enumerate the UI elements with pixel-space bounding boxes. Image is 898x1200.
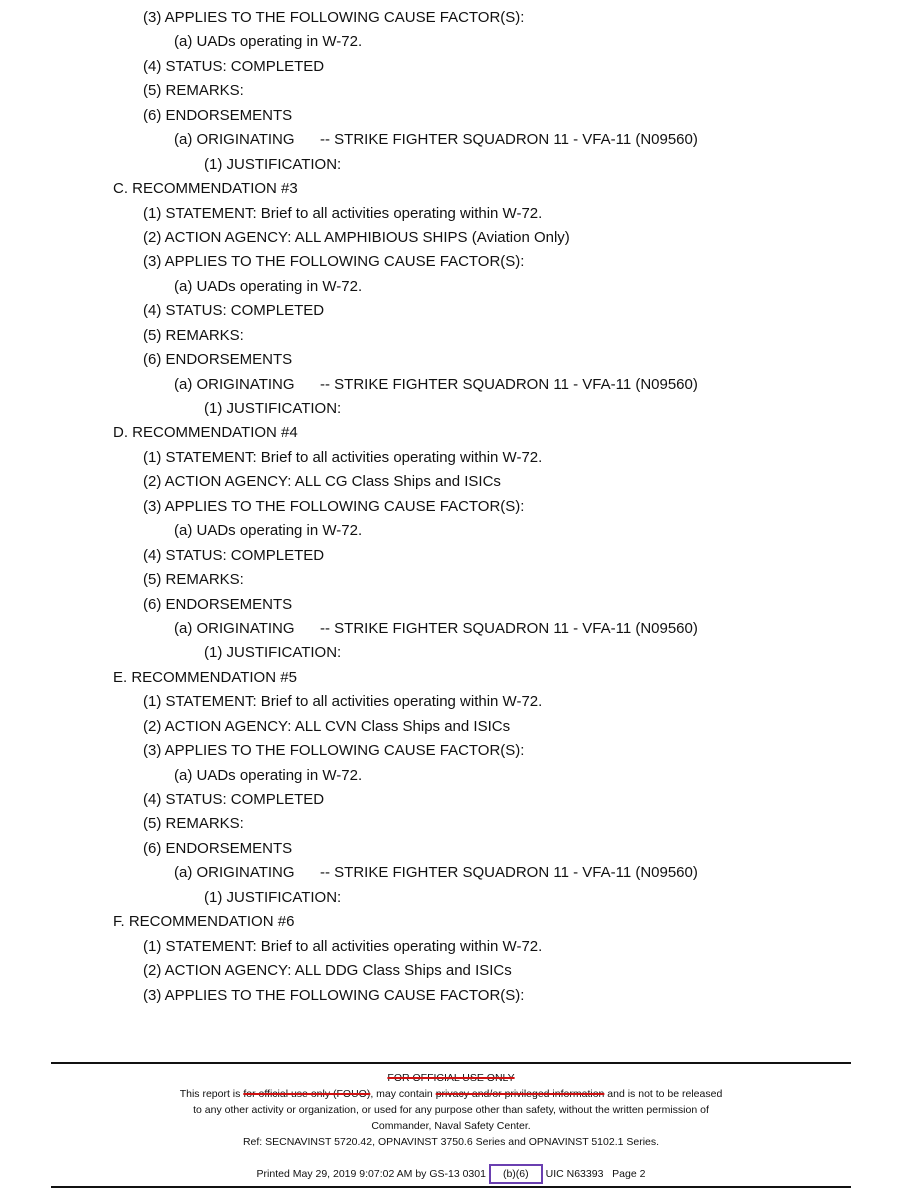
document-line: (4) STATUS: COMPLETED	[143, 546, 325, 564]
document-line: (a) UADs operating in W-72.	[174, 766, 363, 784]
document-line: (5) REMARKS:	[143, 82, 244, 100]
document-line: (2) ACTION AGENCY: ALL DDG Class Ships and ISICs	[143, 962, 512, 980]
endorsement-line	[0, 373, 898, 397]
uic-code: UIC N63393	[545, 1168, 604, 1180]
fouo-marking	[51, 1070, 851, 1086]
endorsement-line	[0, 861, 898, 885]
document-line: (1) STATEMENT: Brief to all activities operating within W-72.	[143, 693, 543, 711]
document-line: (3) APPLIES TO THE FOLLOWING CAUSE FACTOR(S):	[143, 253, 525, 271]
document-line: (2) ACTION AGENCY: ALL CG Class Ships and ISICs	[143, 473, 501, 491]
reference-line: Ref: SECNAVINST 5720.42, OPNAVINST 3750.6 Series and OPNAVINST 5102.1 Series.	[242, 1136, 660, 1148]
page-footer	[51, 1062, 851, 1184]
printed-timestamp: Printed May 29, 2019 9:07:02 AM by GS-13 0301	[256, 1168, 486, 1180]
endorsement-line	[0, 617, 898, 641]
document-line: (6) ENDORSEMENTS	[143, 839, 293, 857]
fouo-label: FOR OFFICIAL USE ONLY	[387, 1072, 515, 1084]
disclaimer-strike-fouo: for official use only (FOUO)	[243, 1088, 371, 1100]
document-line: (a) UADs operating in W-72.	[174, 522, 363, 540]
document-line: (3) APPLIES TO THE FOLLOWING CAUSE FACTOR(S):	[143, 986, 525, 1004]
section-heading: C. RECOMMENDATION #3	[113, 180, 298, 198]
section-heading: F. RECOMMENDATION #6	[113, 913, 295, 931]
disclaimer-text: and is not to be released	[604, 1088, 723, 1100]
document-line: (6) ENDORSEMENTS	[143, 351, 293, 369]
endorsement-label: (a) ORIGINATING	[174, 131, 295, 149]
endorsement-unit: -- STRIKE FIGHTER SQUADRON 11 - VFA-11 (N09560)	[320, 619, 698, 637]
disclaimer-line-1	[51, 1086, 851, 1102]
print-info	[51, 1164, 851, 1184]
page-number: Page 2	[612, 1168, 646, 1180]
document-line: (3) APPLIES TO THE FOLLOWING CAUSE FACTOR(S):	[143, 742, 525, 760]
document-line: (5) REMARKS:	[143, 326, 244, 344]
document-line: (3) APPLIES TO THE FOLLOWING CAUSE FACTOR(S):	[143, 9, 525, 26]
document-line: (1) JUSTIFICATION:	[204, 400, 342, 417]
disclaimer-text: This report is	[179, 1088, 244, 1100]
disclaimer-text: , may contain	[370, 1088, 436, 1100]
disclaimer-line-2: to any other activity or organization, or used for any purpose other than safety, without the written permission of	[193, 1104, 709, 1116]
document-line: (1) JUSTIFICATION:	[204, 888, 342, 906]
document-body	[0, 6, 898, 1008]
document-line: (3) APPLIES TO THE FOLLOWING CAUSE FACTOR(S):	[143, 497, 525, 515]
document-line: (1) JUSTIFICATION:	[204, 155, 342, 173]
document-line: (6) ENDORSEMENTS	[143, 106, 293, 124]
footer-bottom-rule	[51, 1186, 851, 1188]
document-line: (4) STATUS: COMPLETED	[143, 57, 325, 75]
disclaimer-line-3: Commander, Naval Safety Center.	[371, 1120, 531, 1132]
document-line: (4) STATUS: COMPLETED	[143, 791, 325, 808]
redaction-box: (b)(6)	[489, 1164, 543, 1184]
document-line: (1) STATEMENT: Brief to all activities operating within W-72.	[143, 204, 543, 222]
document-line: (a) UADs operating in W-72.	[174, 277, 363, 295]
disclaimer-strike-privacy: privacy and/or privileged information	[435, 1088, 605, 1100]
document-line: (1) STATEMENT: Brief to all activities operating within W-72.	[143, 448, 543, 466]
endorsement-unit: -- STRIKE FIGHTER SQUADRON 11 - VFA-11 (N09560)	[320, 864, 698, 882]
document-line: (2) ACTION AGENCY: ALL AMPHIBIOUS SHIPS (Aviation Only)	[143, 228, 570, 246]
document-line: (1) STATEMENT: Brief to all activities operating within W-72.	[143, 937, 543, 955]
section-heading: D. RECOMMENDATION #4	[113, 424, 298, 442]
document-line: (5) REMARKS:	[143, 815, 244, 833]
endorsement-unit: -- STRIKE FIGHTER SQUADRON 11 - VFA-11 (N09560)	[320, 375, 698, 393]
endorsement-line	[0, 128, 898, 152]
footer-top-rule	[51, 1062, 851, 1064]
document-line: (5) REMARKS:	[143, 571, 244, 589]
document-line: (1) JUSTIFICATION:	[204, 644, 342, 662]
endorsement-label: (a) ORIGINATING	[174, 619, 295, 637]
document-line: (6) ENDORSEMENTS	[143, 595, 293, 613]
endorsement-label: (a) ORIGINATING	[174, 864, 295, 882]
document-line: (2) ACTION AGENCY: ALL CVN Class Ships and ISICs	[143, 717, 511, 735]
endorsement-unit: -- STRIKE FIGHTER SQUADRON 11 - VFA-11 (N09560)	[320, 131, 698, 149]
section-heading: E. RECOMMENDATION #5	[113, 668, 297, 686]
endorsement-label: (a) ORIGINATING	[174, 375, 295, 393]
document-line: (a) UADs operating in W-72.	[174, 33, 363, 51]
document-line: (4) STATUS: COMPLETED	[143, 302, 325, 320]
